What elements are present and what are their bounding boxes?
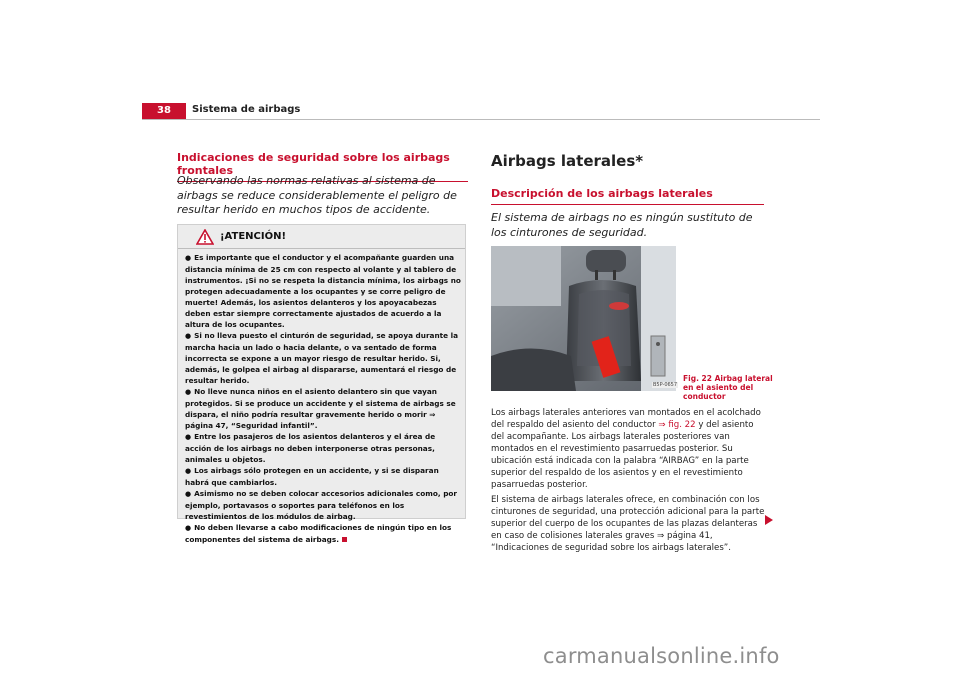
header-rule <box>142 119 820 120</box>
bullet-icon: ● <box>185 254 192 262</box>
warning-header <box>178 225 465 249</box>
page-number: 38 <box>142 103 186 119</box>
intro-text-left: Observando las normas relativas al sistema de airbags se reduce considerablemente el peligro de resultar herido en muchos tipos de accidente. <box>177 174 457 216</box>
warning-item: ● Los airbags sólo protegen en un accidente, y si se disparan habrá que cambiarlos. <box>185 466 439 487</box>
warning-item: ● Es importante que el conductor y el acompañante guarden una distancia mínima de 25 cm con respecto al volante y al tablero de instrumentos. ¡Si no se respeta la distancia mínima, los airbags no protegen adecuadamente a los ocupantes y se corre peligro de muerte! Además, los asientos delanteros y los apoyacabezas deben estar siempre correctamente ajustados de acuerdo a la altura de los ocupantes. <box>185 253 461 329</box>
bullet-icon: ● <box>185 467 192 475</box>
body-text-right <box>491 407 769 557</box>
warning-item: ● Asimismo no se deben colocar accesorios adicionales como, por ejemplo, portavasos o soportes para teléfonos en los revestimientos de los módulos de airbag. <box>185 489 458 521</box>
bullet-icon: ● <box>185 433 192 441</box>
paragraph-protection: El sistema de airbags laterales ofrece, en combinación con los cinturones de seguridad, una protección adicional para la parte superior del cuerpo de los ocupantes de las plazas delanteras en caso de colisiones laterales graves ⇒ página 41, “Indicaciones de seguridad sobre los airbags laterales”. <box>491 495 765 553</box>
bullet-icon: ● <box>185 490 192 498</box>
section-heading-description: Descripción de los airbags laterales <box>491 187 764 205</box>
watermark: carmanualsonline.info <box>543 644 780 668</box>
section-heading-frontal: Indicaciones de seguridad sobre los airbags frontales <box>177 151 468 182</box>
seat-illustration <box>491 246 676 391</box>
bullet-icon: ● <box>185 388 192 396</box>
figure-code: B5P-0657 <box>653 382 678 388</box>
running-header: Sistema de airbags <box>192 104 301 115</box>
warning-box <box>177 224 466 544</box>
warning-item: ● Entre los pasajeros de los asientos delanteros y el área de acción de los airbags no deben interponerse otras personas, animales u objetos. <box>185 432 436 464</box>
warning-item: ● No lleve nunca niños en el asiento delantero sin que vayan protegidos. Si se produce un accidente y el sistema de airbags se dispara, el niño podría resultar gravemente herido o morir ⇒ página 47, “Seguridad infantil”. <box>185 387 456 430</box>
next-page-arrow-icon <box>765 515 773 525</box>
bullet-icon: ● <box>185 332 192 340</box>
paragraph-location: Los airbags laterales anteriores van montados en el acolchado del respaldo del asiento del conductor ⇒ fig. 22 y del asiento del acompañante. Los airbags laterales posteriores van montados en el revestimiento pasarruedas posterior. Su ubicación está indicada con la palabra “AIRBAG” en la parte superior del respaldo de los asientos y en el revestimiento pasarruedas posterior. <box>491 408 761 490</box>
warning-item: ● Si no lleva puesto el cinturón de seguridad, se apoya durante la marcha hacia un lado o hacia delante, o va sentado de forma incorrecta se expone a un mayor riesgo de resultar herido. Si, además, le golpea el airbag al dispararse, aumentará el riesgo de resultar herido. <box>185 331 459 385</box>
section-end-icon <box>342 537 347 542</box>
section-title-side-airbags: Airbags laterales* <box>491 152 644 170</box>
figure-caption: Fig. 22 Airbag lateral en el asiento del conductor <box>683 374 773 401</box>
bullet-icon: ● <box>185 524 192 532</box>
figure-reference-link[interactable]: ⇒ fig. 22 <box>658 420 696 430</box>
intro-text-right: El sistema de airbags no es ningún sustituto de los cinturones de seguridad. <box>491 211 753 239</box>
warning-item: ● No deben llevarse a cabo modificaciones de ningún tipo en los componentes del sistema de airbags. <box>185 523 452 544</box>
warning-triangle-icon <box>196 229 214 245</box>
warning-title: ¡ATENCIÓN! <box>220 231 287 242</box>
warning-list <box>185 252 463 545</box>
figure-side-airbag <box>491 246 676 391</box>
